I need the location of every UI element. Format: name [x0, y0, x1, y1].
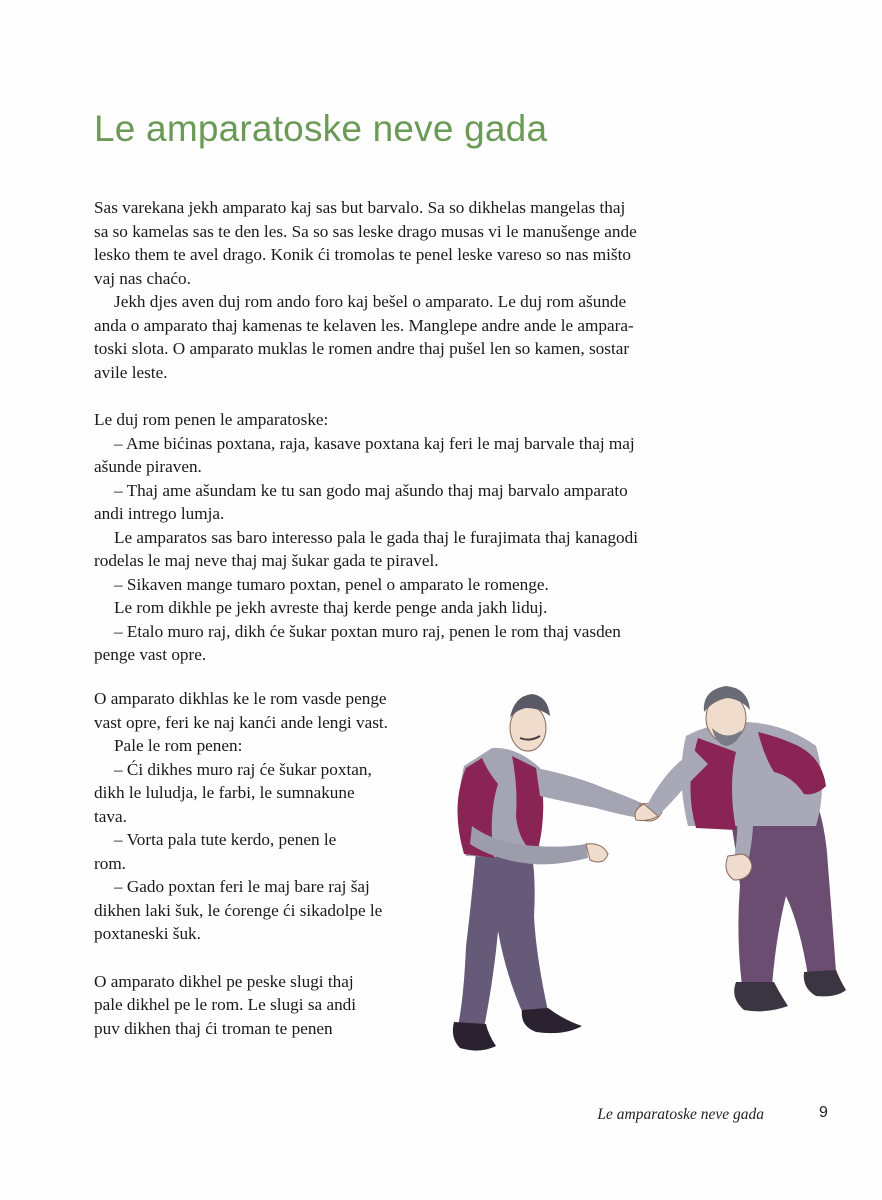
text-line: – Gado poxtan feri le maj bare raj šaj: [114, 877, 370, 896]
text-line: vast opre, feri ke naj kanći ande lengi vast.: [94, 712, 388, 732]
text-line: ašunde piraven.: [94, 457, 202, 476]
page-title: Le amparatoske neve gada: [94, 108, 548, 149]
dialogue-line: [94, 432, 794, 479]
text-line: Jekh djes aven duj rom ando foro kaj bešel o amparato. Le duj rom ašunde: [114, 292, 627, 311]
paragraph-gap: [94, 946, 464, 970]
right-man-figure: [635, 686, 846, 1011]
text-line: Sas varekana jekh amparato kaj sas but barvalo. Sa so dikhelas mangelas thaj: [94, 198, 626, 217]
dialogue-line: [94, 573, 794, 597]
text-line: – Sikaven mange tumaro poxtan, penel o amparato le romenge.: [114, 574, 549, 594]
text-line: puv dikhen thaj ći troman te penen: [94, 1018, 333, 1038]
paragraph: [94, 526, 794, 573]
text-line: rom.: [94, 853, 126, 873]
text-line: Le rom dikhle pe jekh avreste thaj kerde penge anda jakh liduj.: [114, 598, 548, 617]
text-line: – Vorta pala tute kerdo, penen le: [114, 830, 337, 849]
text-line: penge vast opre.: [94, 645, 207, 664]
story-text-bottom: [94, 687, 464, 1040]
text-line: – Ame bićinas poxtana, raja, kasave poxtana kaj feri le maj barvale thaj maj: [114, 433, 635, 453]
paragraph: [94, 734, 464, 758]
paragraph: [94, 687, 464, 734]
paragraph-gap: [94, 384, 794, 408]
text-line: andi intrego lumja.: [94, 504, 225, 523]
dialogue-line: [94, 758, 464, 829]
text-line: – Thaj ame ašundam ke tu san godo maj ašundo thaj maj barvalo amparato: [114, 480, 628, 500]
paragraph: [94, 196, 794, 290]
text-line: sa so kamelas sas te den les. Sa so sas leske drago musas vi le manušenge ande: [94, 221, 637, 241]
dialogue-line: [94, 828, 464, 875]
text-line: pale dikhel pe le rom. Le slugi sa andi: [94, 995, 357, 1014]
text-line: dikh le luludja, le farbi, le sumnakune: [94, 783, 355, 802]
text-line: – Ći dikhes muro raj će šukar poxtan,: [114, 759, 372, 779]
text-line: lesko them te avel drago. Konik ći tromolas te penel leske vareso so nas mišto: [94, 245, 631, 264]
text-line: O amparato dikhel pe peske slugi thaj: [94, 971, 354, 991]
dialogue-line: [94, 479, 794, 526]
story-text-top: [94, 196, 794, 667]
text-line: Pale le rom penen:: [114, 736, 243, 755]
text-line: tava.: [94, 806, 127, 826]
running-footer-title: Le amparatoske neve gada: [597, 1106, 764, 1123]
dialogue-line: [94, 875, 464, 946]
dialogue-line: [94, 620, 794, 667]
text-line: Le duj rom penen le amparatoske:: [94, 410, 329, 429]
text-line: avile leste.: [94, 362, 168, 382]
paragraph: [94, 596, 794, 620]
text-line: – Etalo muro raj, dikh će šukar poxtan muro raj, penen le rom thaj vasden: [114, 621, 621, 641]
text-line: dikhen laki šuk, le ćorenge ći sikadolpe le: [94, 900, 383, 920]
text-line: anda o amparato thaj kamenas te kelaven les. Manglepe andre ande le ampara-: [94, 315, 634, 335]
paragraph: [94, 290, 794, 384]
two-men-illustration: [436, 676, 856, 1066]
text-line: vaj nas chaćo.: [94, 268, 191, 288]
text-line: Le amparatos sas baro interesso pala le gada thaj le furajimata thaj kanagodi: [114, 527, 639, 547]
left-man-figure: [453, 694, 662, 1051]
paragraph: [94, 970, 464, 1041]
text-line: poxtaneski šuk.: [94, 924, 201, 943]
text-line: toski slota. O amparato muklas le romen andre thaj pušel len so kamen, sostar: [94, 339, 630, 358]
page-number: 9: [819, 1104, 828, 1121]
text-line: O amparato dikhlas ke le rom vasde penge: [94, 689, 387, 708]
text-line: rodelas le maj neve thaj maj šukar gada te piravel.: [94, 551, 439, 570]
paragraph: [94, 408, 794, 432]
